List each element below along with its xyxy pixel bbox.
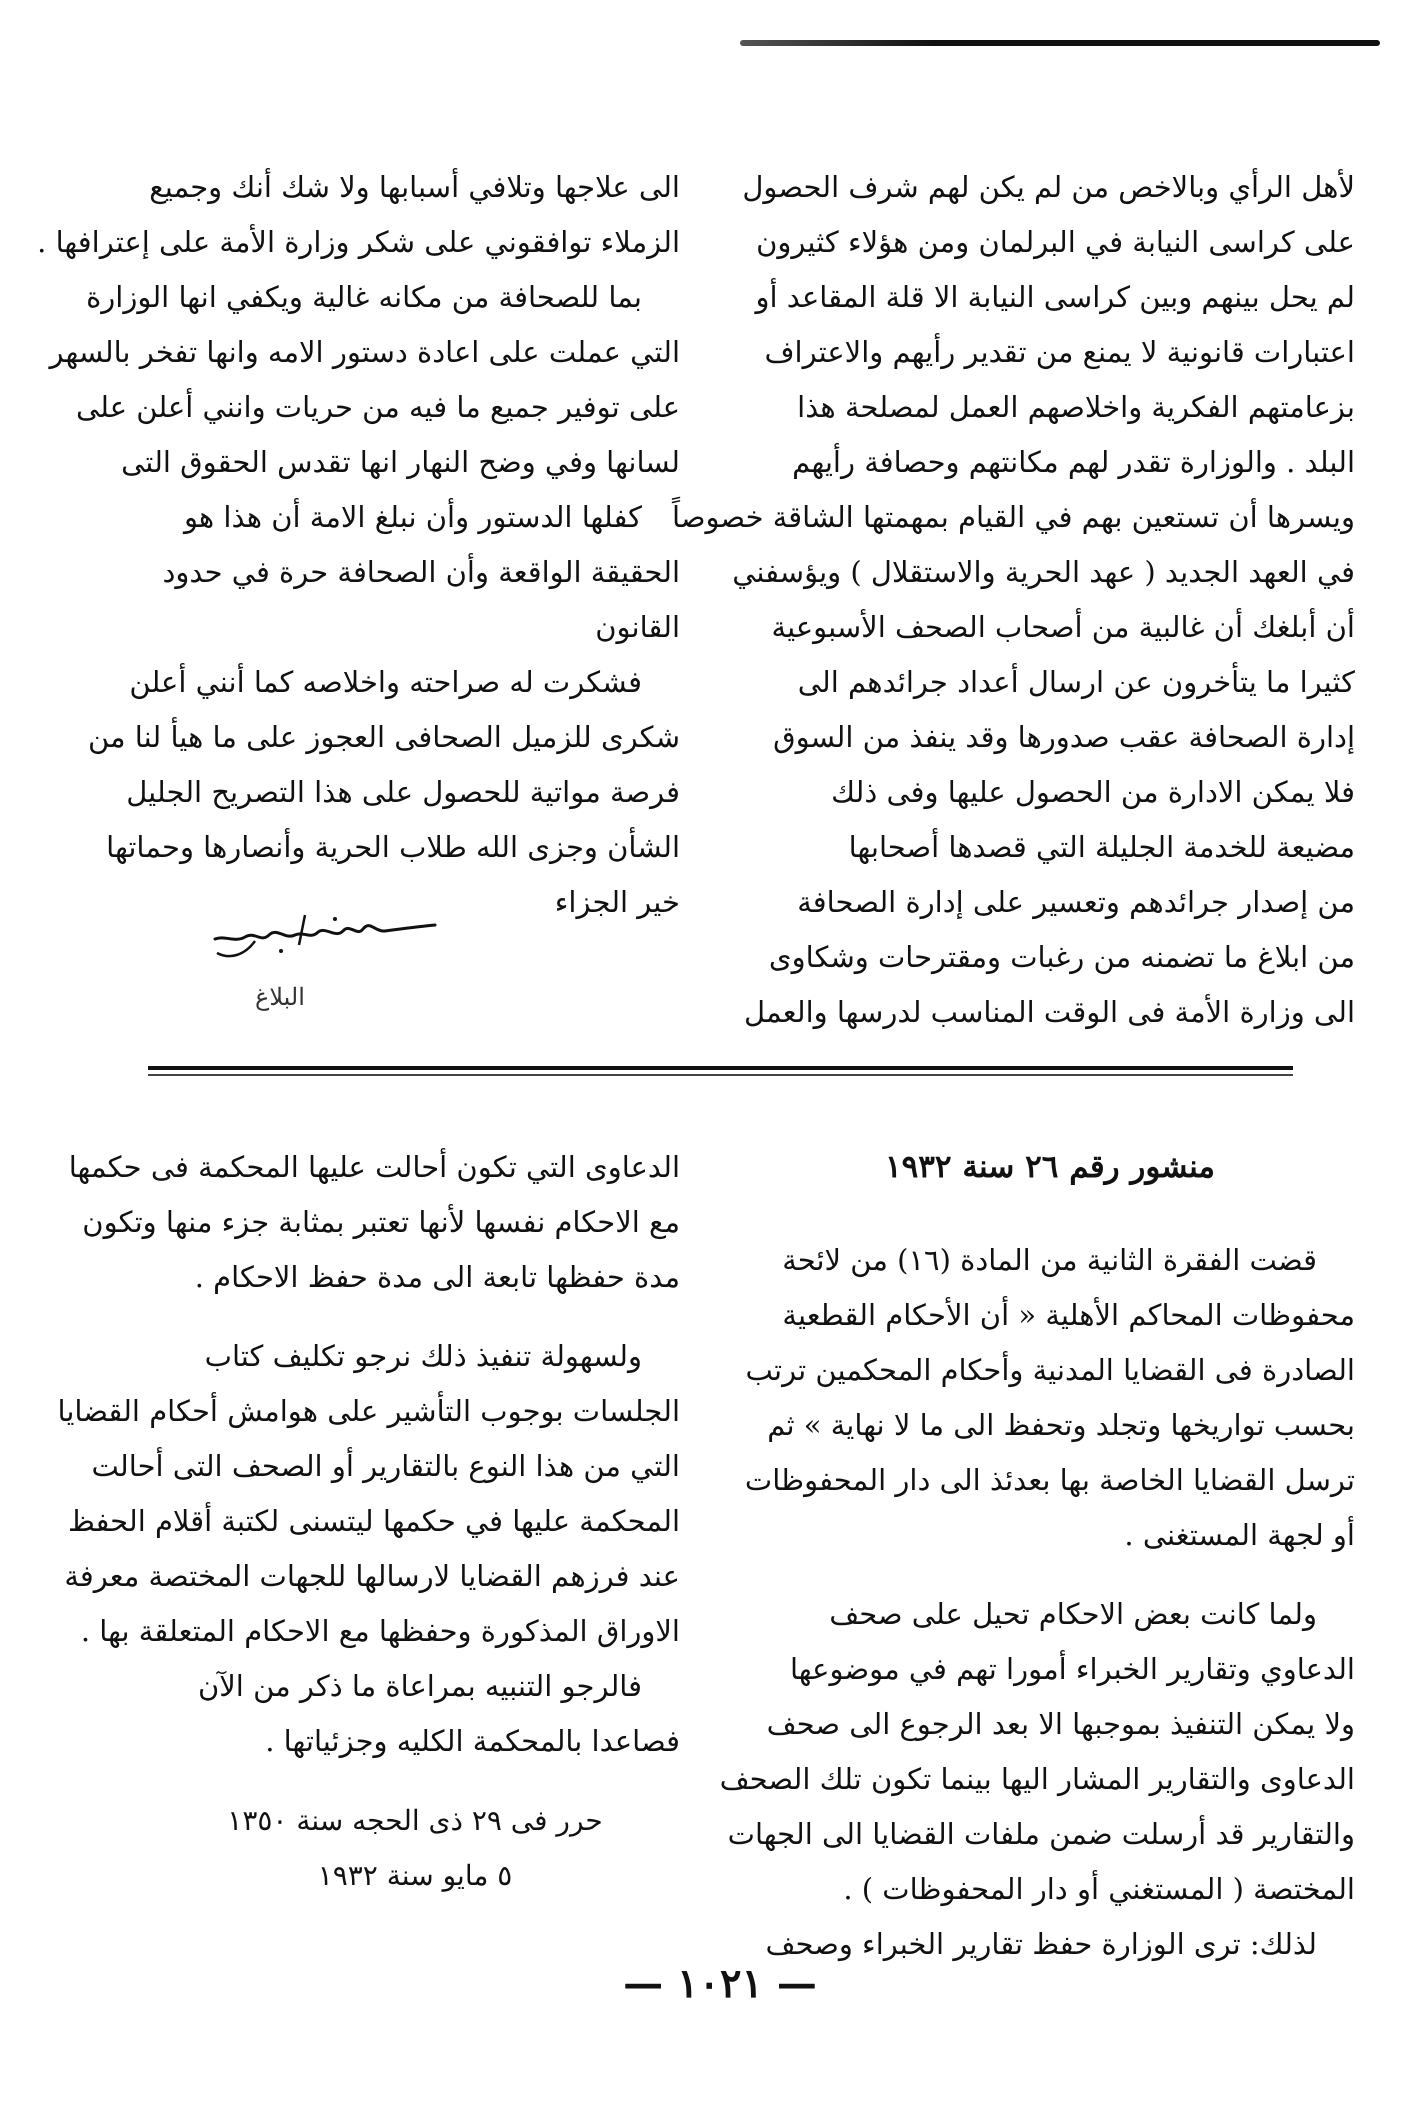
text-line: الى علاجها وتلافي أسبابها ولا شك أنك وجميع	[149, 170, 680, 204]
text-line: مدة حفظها تابعة الى مدة حفظ الاحكام .	[194, 1260, 680, 1294]
text-line: لسانها وفي وضح النهار انها تقدس الحقوق التى	[121, 445, 680, 479]
section-divider	[148, 1066, 1293, 1070]
signature	[185, 905, 445, 1011]
text-line: فصاعدا بالمحكمة الكليه وجزئياتها .	[265, 1724, 680, 1758]
top-rule	[740, 40, 1380, 46]
text-line: فشكرت له صراحته واخلاصه كما أنني أعلن	[129, 665, 642, 699]
text-line: المختصة ( المستغني أو دار المحفوظات ) .	[843, 1872, 1355, 1906]
text-line: بحسب تواريخها وتجلد وتحفظ الى ما لا نهاية » ثم	[767, 1408, 1355, 1442]
text-line: على كراسى النيابة في البرلمان ومن هؤلاء كثيرون	[756, 225, 1355, 259]
text-line: التي عملت على اعادة دستور الامه وانها تفخر بالسهر	[49, 335, 680, 369]
text-line: أو لجهة المستغنى .	[1124, 1518, 1355, 1552]
text-line: بما للصحافة من مكانه غالية ويكفي انها الوزارة	[86, 280, 642, 314]
handwritten-signature	[185, 905, 445, 985]
page-number: — ١٠٢١ —	[623, 1960, 817, 2007]
text-line: ويسرها أن تستعين بهم في القيام بمهمتها الشاقة خصوصاً	[671, 500, 1355, 534]
text-line: الزملاء توافقوني على شكر وزارة الأمة على إعترافها .	[37, 225, 680, 259]
text-line: فالرجو التنبيه بمراعاة ما ذكر من الآن	[197, 1669, 642, 1703]
text-line: على توفير جميع ما فيه من حريات وانني أعلن على	[75, 390, 680, 424]
text-line: ترسل القضايا الخاصة بها بعدئذ الى دار المحفوظات	[744, 1463, 1355, 1497]
text-line: فرصة مواتية للحصول على هذا التصريح الجليل	[126, 775, 680, 809]
text-line: الدعاوى والتقارير المشار اليها بينما تكون تلك الصحف	[719, 1762, 1355, 1796]
text-line: والتقارير قد أرسلت ضمن ملفات القضايا الى الجهات	[727, 1817, 1355, 1851]
text-line: المحكمة عليها في حكمها ليتسنى لكتبة أقلام الحفظ	[67, 1504, 680, 1538]
text-line: كثيرا ما يتأخرون عن ارسال أعداد جرائدهم الى	[797, 665, 1355, 699]
circular-heading: منشور رقم ٢٦ سنة ١٩٣٢	[884, 1149, 1216, 1185]
text-line: كفلها الدستور وأن نبلغ الامة أن هذا هو	[183, 500, 642, 534]
text-line: اعتبارات قانونية لا يمنع من تقدير رأيهم والاعتراف	[764, 335, 1355, 369]
text-line: الى وزارة الأمة فى الوقت المناسب لدرسها والعمل	[744, 995, 1355, 1029]
issue-date-gregorian: ٥ مايو سنة ١٩٣٢	[317, 1859, 513, 1892]
text-line: الحقيقة الواقعة وأن الصحافة حرة في حدود	[162, 555, 680, 589]
text-line: ولسهولة تنفيذ ذلك نرجو تكليف كتاب	[204, 1339, 642, 1373]
text-line: محفوظات المحاكم الأهلية « أن الأحكام القطعية	[782, 1298, 1355, 1332]
text-line: مضيعة للخدمة الجليلة التي قصدها أصحابها	[848, 830, 1355, 864]
text-line: الشأن وجزى الله طلاب الحرية وأنصارها وحماتها	[106, 830, 680, 864]
issue-date-hijri: حرر فى ٢٩ ذى الحجه سنة ١٣٥٠	[227, 1804, 603, 1837]
signature-title: البلاغ	[255, 983, 305, 1011]
text-line: في العهد الجديد ( عهد الحرية والاستقلال ) ويؤسفني	[732, 555, 1355, 589]
text-line: الصادرة فى القضايا المدنية وأحكام المحكمين ترتب	[745, 1353, 1355, 1387]
text-line: خير الجزاء	[554, 885, 680, 919]
text-line: التي من هذا النوع بالتقارير أو الصحف التى أحالت	[91, 1449, 680, 1483]
upper-left-column	[37, 160, 680, 930]
lower-right-column	[719, 1140, 1355, 1972]
text-line: لم يحل بينهم وبين كراسى النيابة الا قلة المقاعد أو	[755, 280, 1355, 314]
text-line: شكرى للزميل الصحافى العجوز على ما هيأ لنا من	[87, 720, 680, 754]
text-line: من ابلاغ ما تضمنه من رغبات ومقترحات وشكاوى	[768, 940, 1355, 974]
text-line: الجلسات بوجوب التأشير على هوامش أحكام القضايا	[57, 1394, 680, 1428]
text-line: أن أبلغك أن غالبية من أصحاب الصحف الأسبوعية	[771, 610, 1355, 644]
text-line: لذلك: ترى الوزارة حفظ تقارير الخبراء وصحف	[765, 1927, 1317, 1961]
text-line: الدعاوى التي تكون أحالت عليها المحكمة فى حكمها	[68, 1150, 680, 1184]
text-line: ولا يمكن التنفيذ بموجبها الا بعد الرجوع الى صحف	[766, 1707, 1355, 1741]
section-divider-thin	[148, 1074, 1293, 1076]
lower-left-column	[57, 1140, 680, 1903]
text-line: لأهل الرأي وبالاخص من لم يكن لهم شرف الحصول	[742, 170, 1355, 204]
text-line: من إصدار جرائدهم وتعسير على إدارة الصحافة	[797, 885, 1355, 919]
upper-right-column	[671, 160, 1355, 1040]
text-line: قضت الفقرة الثانية من المادة (١٦) من لائحة	[782, 1243, 1317, 1277]
text-line: مع الاحكام نفسها لأنها تعتبر بمثابة جزء منها وتكون	[82, 1205, 680, 1239]
text-line: ولما كانت بعض الاحكام تحيل على صحف	[829, 1597, 1317, 1631]
text-line: الاوراق المذكورة وحفظها مع الاحكام المتعلقة بها .	[80, 1614, 680, 1648]
text-line: فلا يمكن الادارة من الحصول عليها وفى ذلك	[831, 775, 1355, 809]
text-line: عند فرزهم القضايا لارسالها للجهات المختصة معرفة	[64, 1559, 680, 1593]
text-line: إدارة الصحافة عقب صدورها وقد ينفذ من السوق	[773, 720, 1355, 754]
text-line: البلد . والوزارة تقدر لهم مكانتهم وحصافة رأيهم	[792, 445, 1355, 479]
text-line: بزعامتهم الفكرية واخلاصهم العمل لمصلحة هذا	[797, 390, 1355, 424]
text-line: الدعاوي وتقارير الخبراء أمورا تهم في موضوعها	[789, 1652, 1355, 1686]
text-line: القانون	[595, 610, 680, 644]
